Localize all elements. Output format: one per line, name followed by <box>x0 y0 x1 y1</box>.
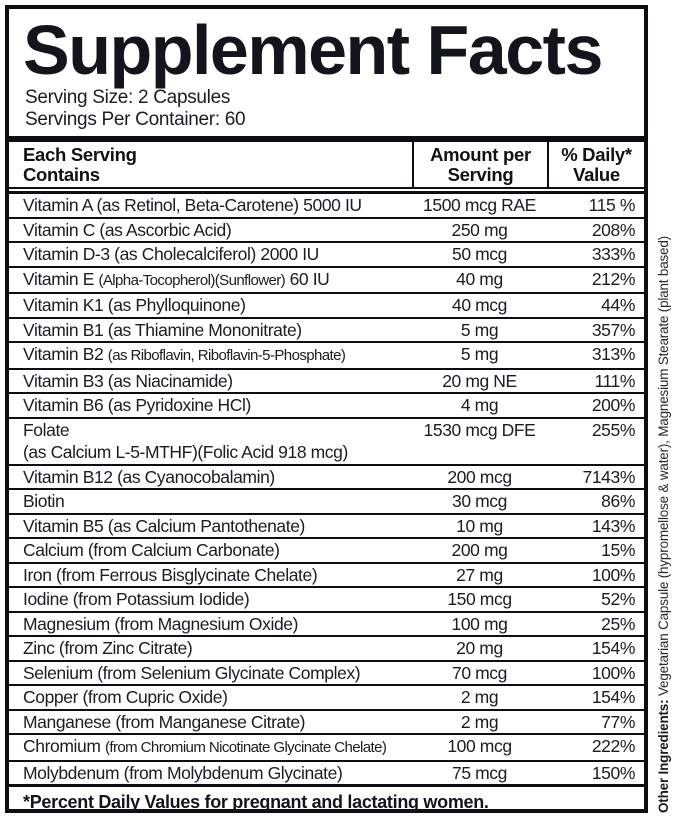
ingredient-name: Chromium <box>23 736 105 756</box>
table-row <box>9 686 644 711</box>
percent-daily-value-cell: 150% <box>591 762 635 783</box>
amount-per-serving-cell: 30 mcg <box>452 491 507 511</box>
ingredient-name-cell <box>9 539 412 562</box>
table-row <box>9 394 644 419</box>
amount-per-serving-cell: 10 mg <box>456 515 503 536</box>
table-row <box>9 588 644 613</box>
percent-daily-value-cell: 100% <box>591 662 635 683</box>
table-row <box>9 319 644 344</box>
ingredient-name: Vitamin K1 (as Phylloquinone) <box>23 295 246 315</box>
ingredient-name-cell <box>9 762 412 785</box>
amount-per-serving-cell: 100 mg <box>451 613 508 634</box>
ingredient-name-cell <box>9 370 412 393</box>
ingredient-name-line2: (as Calcium L-5-MTHF)(Folic Acid 918 mcg) <box>23 442 348 462</box>
table-row <box>9 219 644 244</box>
ingredient-name-cell <box>9 588 412 611</box>
percent-daily-value-cell: 154% <box>591 638 635 658</box>
ingredient-name-cell <box>9 294 412 317</box>
amount-per-serving-cell: 1500 mcg RAE <box>423 195 536 215</box>
ingredient-name-suffix: 60 IU <box>285 268 330 289</box>
table-row <box>9 515 644 540</box>
ingredient-name-cell <box>9 662 412 685</box>
other-ingredients-value: Vegetarian Capsule (hypromellose & water), Magnesium Stearate (plant based) <box>656 236 671 700</box>
amount-per-serving-cell: 70 mcg <box>452 662 507 683</box>
col-header-each-serving-contains <box>9 142 412 187</box>
ingredient-name-cell <box>9 194 412 217</box>
ingredient-name: Copper (from Cupric Oxide) <box>23 687 228 707</box>
percent-daily-value-cell: 212% <box>591 268 635 289</box>
ingredient-name: Vitamin B6 (as Pyridoxine HCl) <box>23 395 251 415</box>
amount-per-serving-cell: 20 mg NE <box>442 370 517 391</box>
serving-size: Serving Size: 2 Capsules <box>25 87 231 108</box>
percent-daily-value-cell: 52% <box>601 589 635 609</box>
amount-per-serving-cell: 75 mcg <box>452 762 507 783</box>
percent-daily-value-cell: 77% <box>601 711 635 732</box>
servings-per-container: Servings Per Container: 60 <box>25 109 246 130</box>
amount-per-serving-cell: 20 mg <box>456 638 503 658</box>
percent-daily-value-cell: 111% <box>594 370 635 391</box>
ingredient-name-cell <box>9 319 412 342</box>
amount-per-serving-cell: 2 mg <box>460 711 499 732</box>
table-row <box>9 637 644 662</box>
amount-per-serving-cell: 50 mcg <box>452 244 507 264</box>
percent-daily-value-cell: 333% <box>591 244 635 264</box>
table-row <box>9 762 644 785</box>
divider-double-rule <box>9 187 644 194</box>
ingredient-name: Vitamin D-3 (as Cholecalciferol) 2000 IU <box>23 244 319 264</box>
ingredient-name: Iodine (from Potassium Iodide) <box>23 589 250 609</box>
col1-line2: Contains <box>23 164 100 185</box>
ingredient-name: Vitamin A (as Retinol, Beta-Carotene) 5000 IU <box>23 195 362 215</box>
ingredient-name: Vitamin C (as Ascorbic Acid) <box>23 219 232 240</box>
amount-per-serving-cell: 200 mcg <box>447 466 512 487</box>
daily-value-footnote: *Percent Daily Values for pregnant and lactating women. <box>23 792 489 812</box>
col-header-percent-daily-value <box>547 142 644 187</box>
ingredient-name-cell <box>9 490 412 513</box>
amount-per-serving-cell: 250 mg <box>451 219 508 240</box>
ingredient-name-cell <box>9 268 412 293</box>
ingredient-name-detail: (Alpha-Tocopherol)(Sunflower) <box>98 271 286 289</box>
table-row <box>9 419 644 466</box>
amount-per-serving-cell: 100 mcg <box>447 736 512 756</box>
ingredient-name-cell <box>9 394 412 417</box>
ingredient-name: Vitamin B12 (as Cyanocobalamin) <box>23 466 275 487</box>
table-row <box>9 564 644 589</box>
ingredient-name-detail: (from Chromium Nicotinate Glycinate Chelate) <box>104 739 387 756</box>
serving-info <box>25 87 630 131</box>
table-row <box>9 194 644 219</box>
ingredient-name: Magnesium (from Magnesium Oxide) <box>23 613 299 634</box>
col1-line1: Each Serving <box>23 144 137 165</box>
supplement-facts-panel <box>5 5 648 813</box>
ingredient-name: Zinc (from Zinc Citrate) <box>23 638 193 658</box>
amount-per-serving-cell: 5 mg <box>460 344 499 364</box>
ingredient-name: Vitamin B3 (as Niacinamide) <box>23 370 233 391</box>
ingredient-name: Vitamin B5 (as Calcium Pantothenate) <box>23 515 305 536</box>
ingredient-name: Manganese (from Manganese Citrate) <box>23 711 306 732</box>
percent-daily-value-cell: 25% <box>601 613 635 634</box>
percent-daily-value-cell: 44% <box>601 295 635 315</box>
table-row <box>9 343 644 370</box>
col3-line2: Value <box>573 164 620 185</box>
ingredient-name-cell <box>9 735 412 760</box>
percent-daily-value-cell: 357% <box>591 319 635 340</box>
percent-daily-value-cell: 313% <box>591 344 635 364</box>
table-row <box>9 268 644 295</box>
ingredient-name: Biotin <box>23 491 65 511</box>
table-row <box>9 490 644 515</box>
table-row <box>9 539 644 564</box>
ingredient-name-cell <box>9 343 412 368</box>
ingredient-name: Vitamin B1 (as Thiamine Mononitrate) <box>23 319 302 340</box>
amount-per-serving-cell: 150 mcg <box>447 589 512 609</box>
table-row <box>9 370 644 395</box>
table-row <box>9 466 644 491</box>
ingredient-name: Molybdenum (from Molybdenum Glycinate) <box>23 762 343 783</box>
ingredient-name-cell <box>9 711 412 734</box>
amount-per-serving-cell: 5 mg <box>460 319 499 340</box>
percent-daily-value-cell: 86% <box>601 491 635 511</box>
ingredient-name: Selenium (from Selenium Glycinate Complex) <box>23 662 361 683</box>
col2-line2: Serving <box>447 164 514 185</box>
percent-daily-value-cell: 200% <box>591 395 635 415</box>
amount-per-serving-cell: 40 mcg <box>452 295 507 315</box>
ingredient-name: Calcium (from Calcium Carbonate) <box>23 540 280 560</box>
amount-per-serving-cell: 4 mg <box>460 395 499 415</box>
table-header <box>9 142 644 187</box>
ingredient-name-cell <box>9 243 412 266</box>
ingredient-name-cell <box>9 564 412 587</box>
ingredient-name-cell <box>9 466 412 489</box>
amount-per-serving-cell: 27 mg <box>456 564 503 585</box>
amount-per-serving-cell: 2 mg <box>460 687 499 707</box>
percent-daily-value-cell: 15% <box>601 540 635 560</box>
panel-title: Supplement Facts <box>23 11 602 89</box>
amount-per-serving-cell: 40 mg <box>456 268 503 289</box>
ingredient-name: Vitamin B2 <box>23 344 108 364</box>
table-row <box>9 735 644 762</box>
ingredient-name-cell <box>9 419 412 464</box>
table-body <box>9 194 644 784</box>
percent-daily-value-cell: 115 % <box>588 195 635 215</box>
amount-per-serving-cell: 1530 mcg DFE <box>423 419 536 440</box>
col2-line1: Amount per <box>430 144 531 165</box>
ingredient-name: Folate <box>23 419 70 440</box>
other-ingredients-text <box>656 101 671 813</box>
percent-daily-value-cell: 143% <box>591 515 635 536</box>
percent-daily-value-cell: 154% <box>591 687 635 707</box>
percent-daily-value-cell: 7143% <box>582 466 635 487</box>
ingredient-name-detail: (as Riboflavin, Riboflavin-5-Phosphate) <box>107 347 346 364</box>
percent-daily-value-cell: 100% <box>591 564 635 585</box>
percent-daily-value-cell: 255% <box>591 419 635 440</box>
ingredient-name-cell <box>9 515 412 538</box>
ingredient-name-cell <box>9 613 412 636</box>
ingredient-name-cell <box>9 686 412 709</box>
table-row <box>9 294 644 319</box>
percent-daily-value-cell: 222% <box>591 736 635 756</box>
ingredient-name-cell <box>9 219 412 242</box>
col3-line1: % Daily* <box>561 144 632 165</box>
percent-daily-value-cell: 208% <box>591 219 635 240</box>
table-row <box>9 613 644 638</box>
table-row <box>9 711 644 736</box>
col-header-amount-per-serving <box>412 142 547 187</box>
ingredient-name: Iron (from Ferrous Bisglycinate Chelate) <box>23 564 318 585</box>
ingredient-name-cell <box>9 637 412 660</box>
table-row <box>9 662 644 687</box>
ingredient-name: Vitamin E <box>23 268 99 289</box>
amount-per-serving-cell: 200 mg <box>451 540 508 560</box>
table-row <box>9 243 644 268</box>
other-ingredients-label: Other Ingredients: <box>656 699 671 813</box>
